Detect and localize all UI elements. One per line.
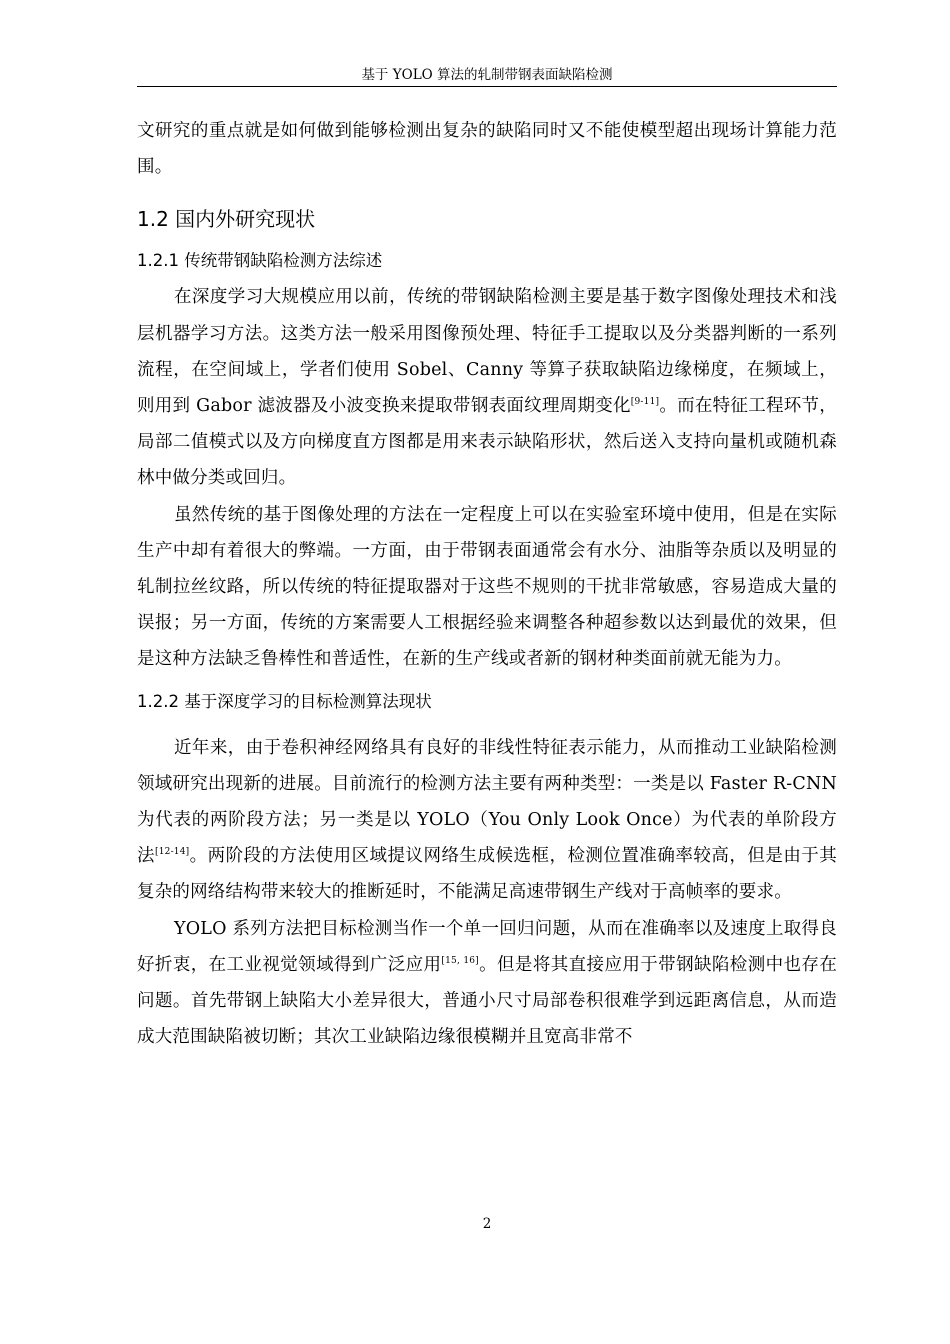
running-header: 基于 YOLO 算法的轧制带钢表面缺陷检测	[361, 67, 613, 83]
section-heading-1-2: 1.2 国内外研究现状	[137, 207, 316, 232]
paragraph-text: 。两阶段的方法使用区域提议网络生成候选框，检测位置准确率较高，但是由于其复杂的网络结构带来较大的推断延时，不能满足高速带钢生产线对于高帧率的要求。	[137, 846, 838, 903]
paragraph-deep-learning	[137, 730, 837, 911]
paragraph-yolo	[137, 911, 837, 1056]
citation-15-16: [15, 16]	[441, 955, 479, 966]
paragraph-text: 近年来，由于卷积神经网络具有良好的非线性特征表示能力，从而推动工业缺陷检测领域研究出现新的进展。目前流行的检测方法主要有两种类型：一类是以 Faster R-CNN 为代表的两阶段方法；另一类是以 YOLO（You Only Look Once）为代表的单阶段方法	[137, 737, 837, 867]
paragraph-continuation: 文研究的重点就是如何做到能够检测出复杂的缺陷同时又不能使模型超出现场计算能力范围。	[137, 121, 837, 178]
page-number: 2	[482, 1216, 492, 1232]
citation-12-14: [12-14]	[155, 847, 190, 858]
header-rule	[137, 86, 837, 87]
paragraph-text: 在深度学习大规模应用以前，传统的带钢缺陷检测主要是基于数字图像处理技术和浅层机器学习方法。这类方法一般采用图像预处理、特征手工提取以及分类器判断的一系列流程，在空间域上，学者们使用 Sobel、Canny 等算子获取缺陷边缘梯度，在频域上，则用到 Gabor 滤波器及小波变换来提取带钢表面纹理周期变化	[137, 287, 837, 417]
subsection-heading-1-2-2: 1.2.2 基于深度学习的目标检测算法现状	[137, 691, 432, 711]
paragraph-text: 。而在特征工程环节，局部二值模式以及方向梯度直方图都是用来表示缺陷形状，然后送入支持向量机或随机森林中做分类或回归。	[137, 396, 838, 489]
page-body	[137, 113, 837, 1055]
citation-9-11: [9-11]	[630, 397, 660, 408]
paragraph-text: 。但是将其直接应用于带钢缺陷检测中也存在问题。首先带钢上缺陷大小差异很大，普通小尺寸局部卷积很难学到远距离信息，从而造成大范围缺陷被切断；其次工业缺陷边缘很模糊并且宽高非常不	[137, 954, 838, 1048]
paragraph-traditional-drawbacks: 虽然传统的基于图像处理的方法在一定程度上可以在实验室环境中使用，但是在实际生产中却有着很大的弊端。一方面，由于带钢表面通常会有水分、油脂等杂质以及明显的轧制拉丝纹路，所以传统的特征提取器对于这些不规则的干扰非常敏感，容易造成大量的误报；另一方面，传统的方案需要人工根据经验来调整各种超参数以达到最优的效果，但是这种方法缺乏鲁棒性和普适性，在新的生产线或者新的钢材种类面前就无能为力。	[137, 504, 837, 670]
paragraph-traditional-methods	[137, 279, 837, 496]
paragraph-text: YOLO 系列方法把目标检测当作一个单一回归问题，从而在准确率以及速度上取得良好折衷，在工业视觉领域得到广泛应用	[137, 918, 837, 975]
subsection-heading-1-2-1: 1.2.1 传统带钢缺陷检测方法综述	[137, 251, 383, 271]
